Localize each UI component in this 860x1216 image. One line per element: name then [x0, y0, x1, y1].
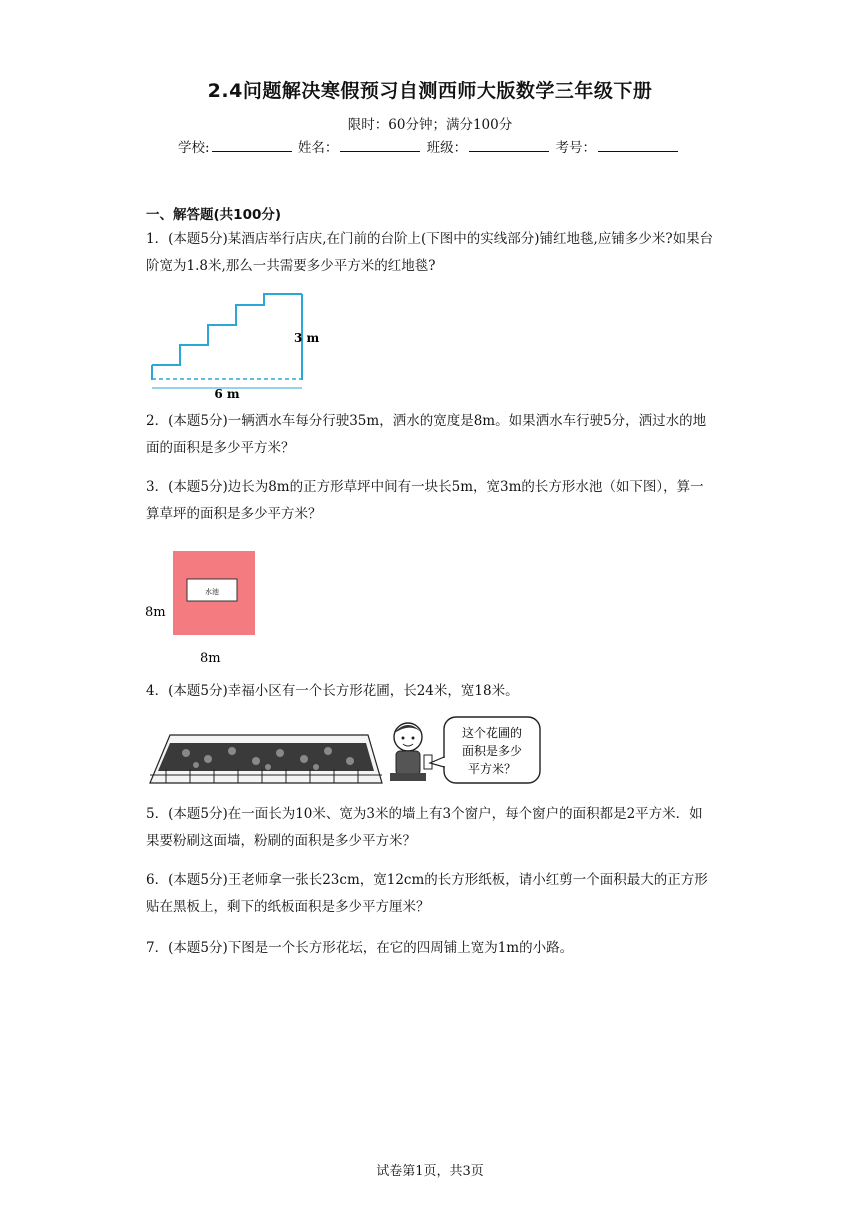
speech-line-1: 这个花圃的	[461, 726, 523, 740]
name-label: 姓名：	[297, 140, 339, 156]
question-6: 6．(本题5分)王老师拿一张长23cm，宽12cm的长方形纸板，请小红剪一个面积最大的正方形贴在黑板上，剩下的纸板面积是多少平方厘米？	[146, 872, 708, 915]
exam-title: 2.4问题解决寒假预习自测西师大版数学三年级下册	[207, 80, 653, 102]
boy-illustration	[390, 723, 432, 781]
stairs-width-label: 6 m	[214, 387, 240, 401]
speech-line-3: 平方米？	[467, 762, 517, 776]
time-limit: 限时：60分钟；满分100分	[347, 117, 513, 133]
stairs-outline	[152, 294, 302, 365]
exam-no-blank[interactable]	[598, 139, 678, 152]
speech-bubble	[430, 717, 540, 783]
speech-line-2: 面积是多少	[461, 744, 523, 758]
lawn-side-left: 8m	[145, 605, 166, 620]
question-7: 7．(本题5分)下图是一个长方形花坛，在它的四周铺上宽为1m的小路。	[146, 940, 574, 956]
question-5: 5．(本题5分)在一面长为10米、宽为3米的墙上有3个窗户，每个窗户的面积都是2平方米．如果要粉刷这面墙，粉刷的面积是多少平方米？	[146, 806, 703, 849]
pool-label: 水池	[205, 588, 219, 596]
class-blank[interactable]	[469, 139, 549, 152]
page-footer: 试卷第1页，共3页	[376, 1164, 484, 1179]
flower-bed-illustration	[150, 735, 382, 783]
school-label: 学校:	[178, 140, 210, 156]
exam-no-label: 考号：	[555, 140, 596, 156]
question-1: 1．(本题5分)某酒店举行店庆,在门前的台阶上(下图中的实线部分)铺红地毯,应铺多少米?如果台阶宽为1.8米,那么一共需要多少平方米的红地毯?	[146, 231, 714, 274]
question-2: 2．(本题5分)一辆洒水车每分行驶35m，洒水的宽度是8m。如果洒水车行驶5分，洒过水的地面的面积是多少平方米？	[146, 413, 707, 456]
school-blank[interactable]	[212, 139, 292, 152]
section-title: 一、解答题(共100分)	[146, 207, 282, 223]
question-3: 3．(本题5分)边长为8m的正方形草坪中间有一块长5m，宽3m的长方形水池（如下图），算一算草坪的面积是多少平方米？	[146, 479, 704, 522]
question-4: 4．(本题5分)幸福小区有一个长方形花圃，长24米，宽18米。	[146, 683, 519, 699]
stairs-height-label: 3 m	[294, 331, 320, 345]
lawn-side-bottom: 8m	[200, 651, 221, 666]
lawn-figure	[140, 546, 270, 670]
class-label: 班级：	[426, 140, 468, 156]
name-blank[interactable]	[340, 139, 420, 152]
stairs-figure	[146, 290, 328, 402]
student-info-line	[178, 136, 680, 156]
garden-figure	[146, 713, 546, 789]
